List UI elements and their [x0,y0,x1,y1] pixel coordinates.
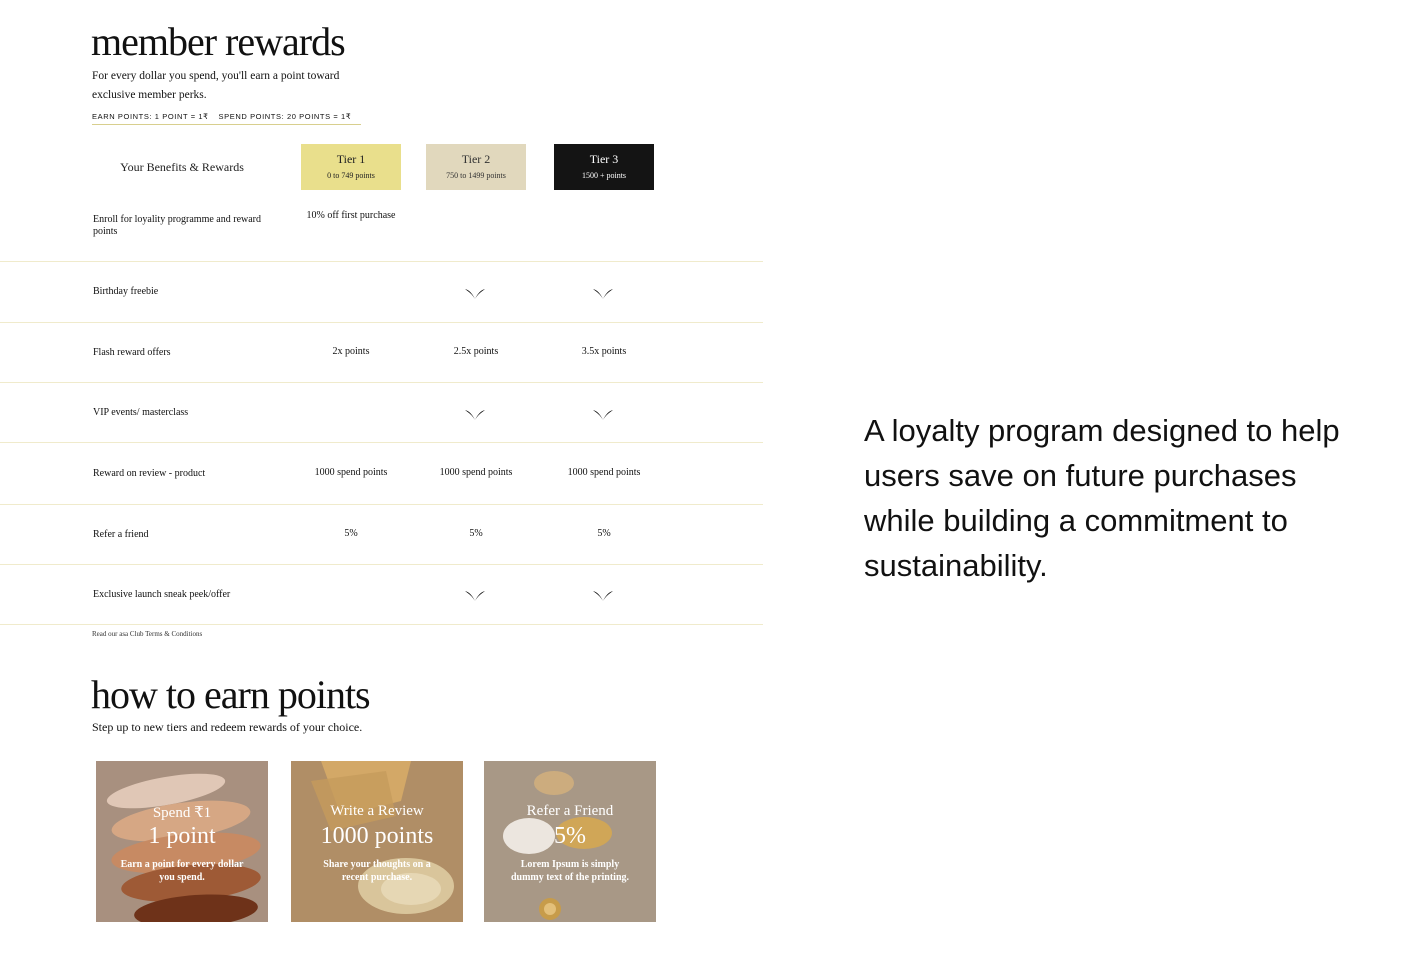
tier-1-value: 1000 spend points [314,467,388,478]
benefit-label: Reward on review - product [93,468,206,479]
benefit-label: Exclusive launch sneak peek/offer [93,589,231,600]
card-description: Share your thoughts on a recent purchase. [323,859,431,883]
check-icon [543,287,663,305]
tier-2-value: 1000 spend points [439,467,513,478]
benefit-label: Flash reward offers [93,347,171,358]
row-divider [0,382,763,383]
section-title: how to earn points [91,672,370,717]
card-title: Spend ₹1 [152,805,212,821]
tier-name: Tier 3 [589,152,619,166]
tier-1-value: 10% off first purchase [306,210,396,221]
row-divider [0,564,763,565]
check-icon [543,408,663,426]
section-subtitle: Step up to new tiers and redeem rewards of your choice. [92,720,363,734]
tier-3-header [554,144,654,190]
tier-name: Tier 1 [336,152,366,166]
tier-3-value: 5% [597,528,611,539]
tier-1-value: 2x points [332,346,370,357]
card-description: Earn a point for every dollar you spend. [120,859,244,883]
earn-card-refer[interactable] [484,761,656,922]
terms-link[interactable]: Read our asa Club Terms & Conditions [92,630,203,638]
program-description: A loyalty program designed to help users save on future purchases while building a commitment to sustainability. [864,413,1340,583]
row-divider [0,261,763,262]
benefit-label: Birthday freebie [93,286,159,297]
tier-name: Tier 2 [461,152,491,166]
tier-3-value: 3.5x points [581,346,627,357]
card-value: 1 point [148,823,216,849]
benefit-label: Enroll for loyality programme and reward points [93,214,261,237]
benefits-heading: Your Benefits & Rewards [120,160,244,174]
row-divider [0,504,763,505]
check-icon [415,287,535,305]
tier-range: 0 to 749 points [327,171,375,180]
earn-card-review[interactable] [291,761,463,922]
points-rates [92,112,361,125]
tier-3-value: 1000 spend points [567,467,641,478]
card-description: Lorem Ipsum is simply dummy text of the printing. [510,859,630,883]
benefit-label: Refer a friend [93,529,149,540]
rewards-intro: For every dollar you spend, you'll earn a point toward exclusive member perks. [92,70,340,101]
row-divider [0,624,763,625]
tier-range: 1500 + points [581,171,627,180]
tier-1-header [301,144,401,190]
benefit-label: VIP events/ masterclass [93,407,189,418]
card-title: Refer a Friend [526,803,614,819]
spend-rate: SPEND POINTS: 20 POINTS = 1₹ [218,112,352,121]
tier-2-value: 5% [469,528,483,539]
tier-2-value: 2.5x points [453,346,499,357]
check-icon [415,589,535,607]
tier-2-header [426,144,526,190]
tier-1-value: 5% [344,528,358,539]
card-title: Write a Review [330,803,424,819]
page-title: member rewards [91,19,345,64]
card-value: 5% [554,823,586,849]
tier-range: 750 to 1499 points [446,171,506,180]
row-divider [0,442,763,443]
row-divider [0,322,763,323]
check-icon [543,589,663,607]
earn-card-spend[interactable] [96,761,268,922]
card-value: 1000 points [320,823,434,849]
check-icon [415,408,535,426]
earn-rate: EARN POINTS: 1 POINT = 1₹ [92,112,209,121]
